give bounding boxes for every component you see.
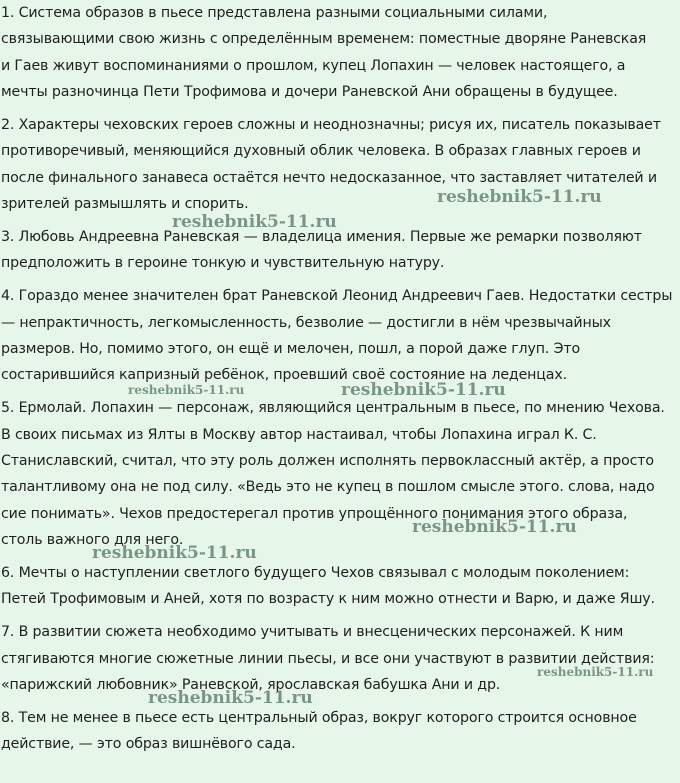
paragraph-3: 3. Любовь Андреевна Раневская — владелица имения. Первые же ремарки позволяют предположить в героине тонкую и чувствительную натуру. [1, 229, 642, 272]
watermark: reshebnik5-11.ru [412, 517, 577, 537]
paragraph-6: 6. Мечты о наступлении светлого будущего Чехов связывал с молодым поколением: Петей Трофимовым и Аней, хотя по возрасту к ним можно отнести и Варю, и даже Яшу. [1, 565, 655, 608]
paragraph-4: 4. Гораздо менее значителен брат Раневской Леонид Андреевич Гаев. Недостатки сестры — непрактичность, легкомысленность, безволие — достигли в нём чрезвычайных размеров. Но, помимо этого, он ещё и мелочен, пошл, а порой даже глуп. Это состарившийся капризный ребёнок, проевший своё состояние на леденцах. [1, 288, 673, 384]
paragraph-7: 7. В развитии сюжета необходимо учитывать и внесценических персонажей. К ним стягиваются многие сюжетные линии пьесы, и все они участвуют в развитии действия: «парижский любовник» Раневской, ярославская бабушка Ани и др. [1, 624, 655, 694]
watermark: reshebnik5-11.ru [172, 212, 337, 232]
watermark: reshebnik5-11.ru [148, 688, 313, 708]
paragraph-8: 8. Тем не менее в пьесе есть центральный образ, вокруг которого строится основное действие, — это образ вишнёвого сада. [1, 709, 637, 753]
paragraph-5: 5. Ермолай. Лопахин — персонаж, являющийся центральным в пьесе, по мнению Чехова. В своих письмах из Ялты в Москву автор настаивал, чтобы Лопахина играл К. С. Станиславский, считал, что эту роль должен исполнять первоклассный актёр, а просто талантливому она не под силу. «Ведь это не купец в пошлом смысле этого. слова, надо сие понимать». Чехов предостерегал против упрощённого понимания этого образа, столь важного для него. [1, 400, 665, 549]
watermark: reshebnik5-11.ru [437, 187, 602, 207]
paragraph-1: 1. Система образов в пьесе представлена разными социальными силами, связывающими свою жизнь с определённым временем: поместные дворяне Раневская и Гаев живут воспоминаниями о прошлом, купец Лопахин — человек настоящего, а мечты разночинца Пети Трофимова и дочери Раневской Ани обращены в будущее. [1, 5, 647, 101]
watermark: reshebnik5-11.ru [341, 380, 506, 400]
watermark: reshebnik5-11.ru [92, 543, 257, 563]
watermark: reshebnik5-11.ru [537, 665, 654, 679]
watermark: reshebnik5-11.ru [128, 383, 245, 397]
paragraph-2: 2. Характеры чеховских героев сложны и неоднозначны; рисуя их, писатель показывает противоречивый, меняющийся духовный облик человека. В образах главных героев и после финального занавеса остаётся нечто недосказанное, что заставляет читателей и зрителей размышлять и спорить. [1, 117, 661, 213]
